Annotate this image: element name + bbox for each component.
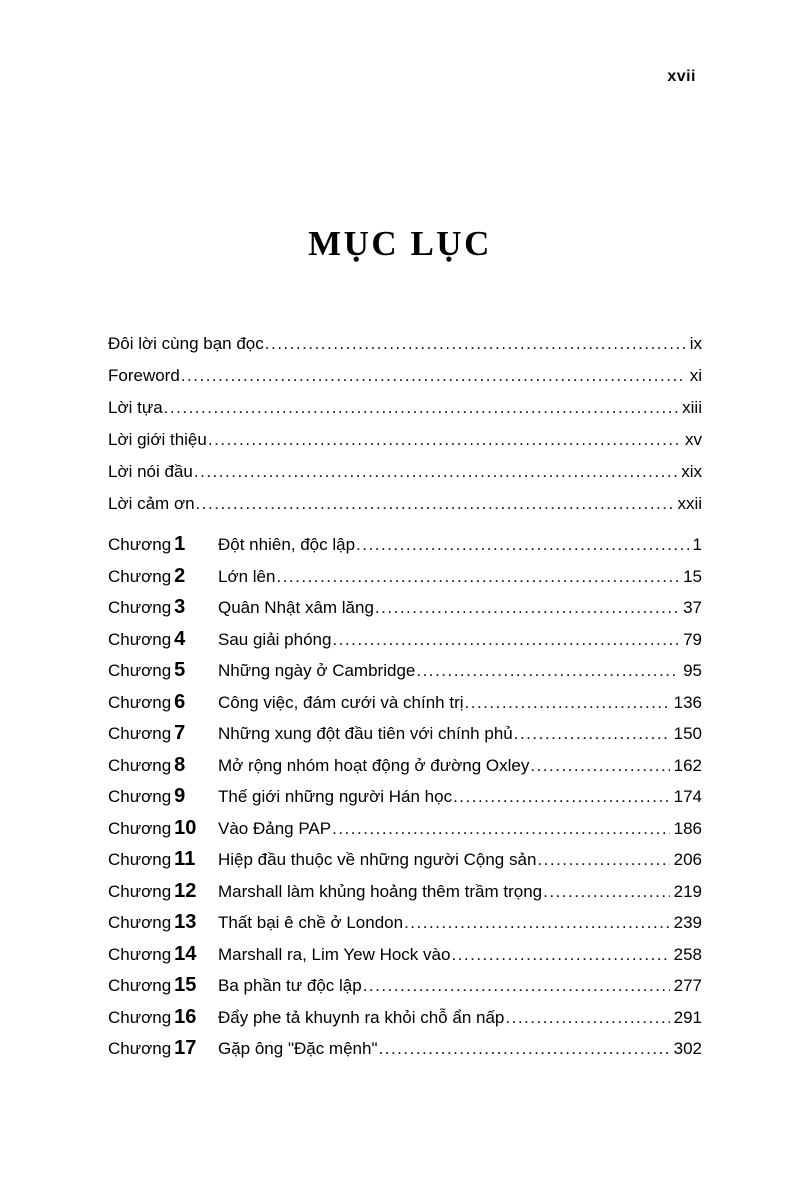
entry-page: 206 [673,850,702,869]
entry-page: 15 [683,566,702,586]
chapter-title: Thất bại ê chề ở London [218,913,404,932]
chapter-label [108,781,218,813]
chapter-label [108,1033,218,1065]
entry-label: Foreword [108,366,180,385]
toc-entry [108,939,702,971]
chapter-title: Quân Nhật xâm lăng [218,598,374,617]
chapter-label [108,813,218,845]
chapter-title: Những ngày ở Cambridge [218,661,416,680]
toc-entry [108,360,702,392]
chapter-label [108,750,218,782]
entry-page: 136 [673,692,702,712]
entry-label: Lời nói đầu [108,462,193,481]
toc-entry [108,592,702,624]
toc-entry [108,392,702,424]
entry-page: 277 [673,976,702,995]
dot-leader [453,781,670,813]
chapter-number: 8 [174,753,186,776]
chapter-prefix: Chương [108,629,172,649]
chapter-prefix: Chương [108,598,172,617]
dot-leader [363,970,670,1002]
toc-entry [108,970,702,1002]
toc-entry [108,488,702,520]
chapter-title: Hiệp đầu thuộc về những người Cộng sản [218,850,537,869]
chapter-title: Đột nhiên, độc lập [218,535,356,554]
chapter-number: 13 [174,911,197,933]
toc-entry [108,328,702,360]
chapter-label [108,970,218,1002]
chapter-number: 3 [174,596,186,618]
toc-entry [108,624,702,656]
dot-leader [375,592,679,624]
chapter-prefix: Chương [108,661,172,680]
entry-label: Lời giới thiệu [108,430,207,449]
entry-page: 302 [673,1039,702,1058]
dot-leader [514,718,670,750]
entry-page: xix [681,462,702,481]
toc-entry [108,529,702,561]
toc-entry [108,1002,702,1034]
toc-entry [108,813,702,845]
dot-leader [543,876,670,908]
dot-leader [416,655,679,687]
chapter-prefix: Chương [108,1039,172,1058]
dot-leader [505,1002,669,1034]
chapter-title: Công việc, đám cưới và chính trị [218,692,464,712]
toc-entry [108,907,702,939]
chapter-number: 2 [174,564,186,587]
chapter-title: Marshall làm khủng hoảng thêm trầm trọng [218,881,543,901]
chapter-prefix: Chương [108,566,172,586]
chapter-prefix: Chương [108,692,172,712]
dot-leader [265,328,686,360]
dot-leader [451,939,669,971]
chapter-number: 1 [174,533,186,555]
entry-page: 95 [683,661,702,680]
dot-leader [379,1033,670,1065]
chapter-label [108,561,218,593]
chapter-title: Sau giải phóng [218,629,332,649]
toc-entry [108,750,702,782]
chapter-title: Lớn lên [218,566,276,586]
chapter-prefix: Chương [108,535,172,554]
chapter-number: 6 [174,690,186,713]
toc-entry [108,424,702,456]
chapter-prefix: Chương [108,881,172,901]
chapter-number: 4 [174,627,186,650]
entry-label: Đôi lời cùng bạn đọc [108,334,264,353]
chapter-label [108,876,218,908]
chapter-prefix: Chương [108,724,172,743]
dot-leader [196,488,674,520]
dot-leader [465,687,670,719]
chapter-title: Marshall ra, Lim Yew Hock vào [218,944,451,964]
chapter-label [108,624,218,656]
dot-leader [276,561,679,593]
entry-page: 37 [683,598,702,617]
entry-page: 79 [683,629,702,649]
chapter-label [108,844,218,876]
chapter-prefix: Chương [108,913,172,932]
entry-page: 162 [673,755,702,775]
entry-page: ix [689,334,702,353]
chapter-number: 16 [174,1005,197,1028]
chapter-title: Ba phần tư độc lập [218,976,362,995]
chapter-number: 5 [174,659,186,681]
dot-leader [537,844,669,876]
dot-leader [404,907,670,939]
table-of-contents [108,328,702,1065]
chapter-label [108,939,218,971]
chapter-label [108,907,218,939]
entry-page: 1 [692,535,702,554]
chapter-label [108,1002,218,1034]
chapter-title: Gặp ông "Đặc mệnh" [218,1039,378,1058]
chapter-label [108,655,218,687]
chapter-title: Mở rộng nhóm hoạt động ở đường Oxley [218,755,530,775]
entry-page: 150 [673,724,702,743]
dot-leader [356,529,688,561]
chapter-prefix: Chương [108,944,172,964]
chapter-title: Vào Đảng PAP [218,818,332,838]
chapter-number: 15 [174,974,197,996]
entry-page: xv [685,430,702,449]
entry-page: 219 [673,881,702,901]
chapter-number: 10 [174,816,197,839]
entry-page: xi [689,366,702,385]
dot-leader [332,624,679,656]
chapter-prefix: Chương [108,755,172,775]
chapter-number: 17 [174,1037,197,1059]
toc-entry [108,844,702,876]
dot-leader [332,813,670,845]
dot-leader [164,392,678,424]
chapter-label [108,687,218,719]
toc-entry [108,655,702,687]
chapter-title: Thế giới những người Hán học [218,787,453,806]
chapter-prefix: Chương [108,976,172,995]
dot-leader [181,360,686,392]
entry-page: xiii [682,398,702,417]
entry-page: 258 [673,944,702,964]
chapter-number: 14 [174,942,197,965]
chapter-title: Đẩy phe tả khuynh ra khỏi chỗ ẩn nấp [218,1007,505,1027]
chapter-prefix: Chương [108,818,172,838]
front-matter-section [108,328,702,520]
chapter-title: Những xung đột đầu tiên với chính phủ [218,724,513,743]
toc-title: MỤC LỤC [308,224,492,263]
entry-page: 186 [673,818,702,838]
toc-entry [108,718,702,750]
entry-page: 291 [673,1007,702,1027]
toc-entry [108,1033,702,1065]
toc-entry [108,687,702,719]
dot-leader [208,424,681,456]
page-folio: xvii [667,68,696,85]
chapter-number: 12 [174,879,197,902]
chapter-prefix: Chương [108,787,172,806]
chapter-label [108,718,218,750]
chapter-number: 9 [174,785,186,807]
toc-entry [108,876,702,908]
chapter-number: 11 [174,848,196,870]
chapter-number: 7 [174,722,186,744]
chapter-label [108,529,218,561]
chapter-label [108,592,218,624]
toc-entry [108,781,702,813]
entry-label: Lời cảm ơn [108,494,195,513]
entry-label: Lời tựa [108,398,163,417]
toc-entry [108,456,702,488]
dot-leader [530,750,669,782]
chapters-section [108,529,702,1065]
dot-leader [194,456,677,488]
toc-entry [108,561,702,593]
entry-page: xxii [677,494,702,513]
chapter-prefix: Chương [108,850,172,869]
chapter-prefix: Chương [108,1007,172,1027]
entry-page: 239 [673,913,702,932]
entry-page: 174 [673,787,702,806]
